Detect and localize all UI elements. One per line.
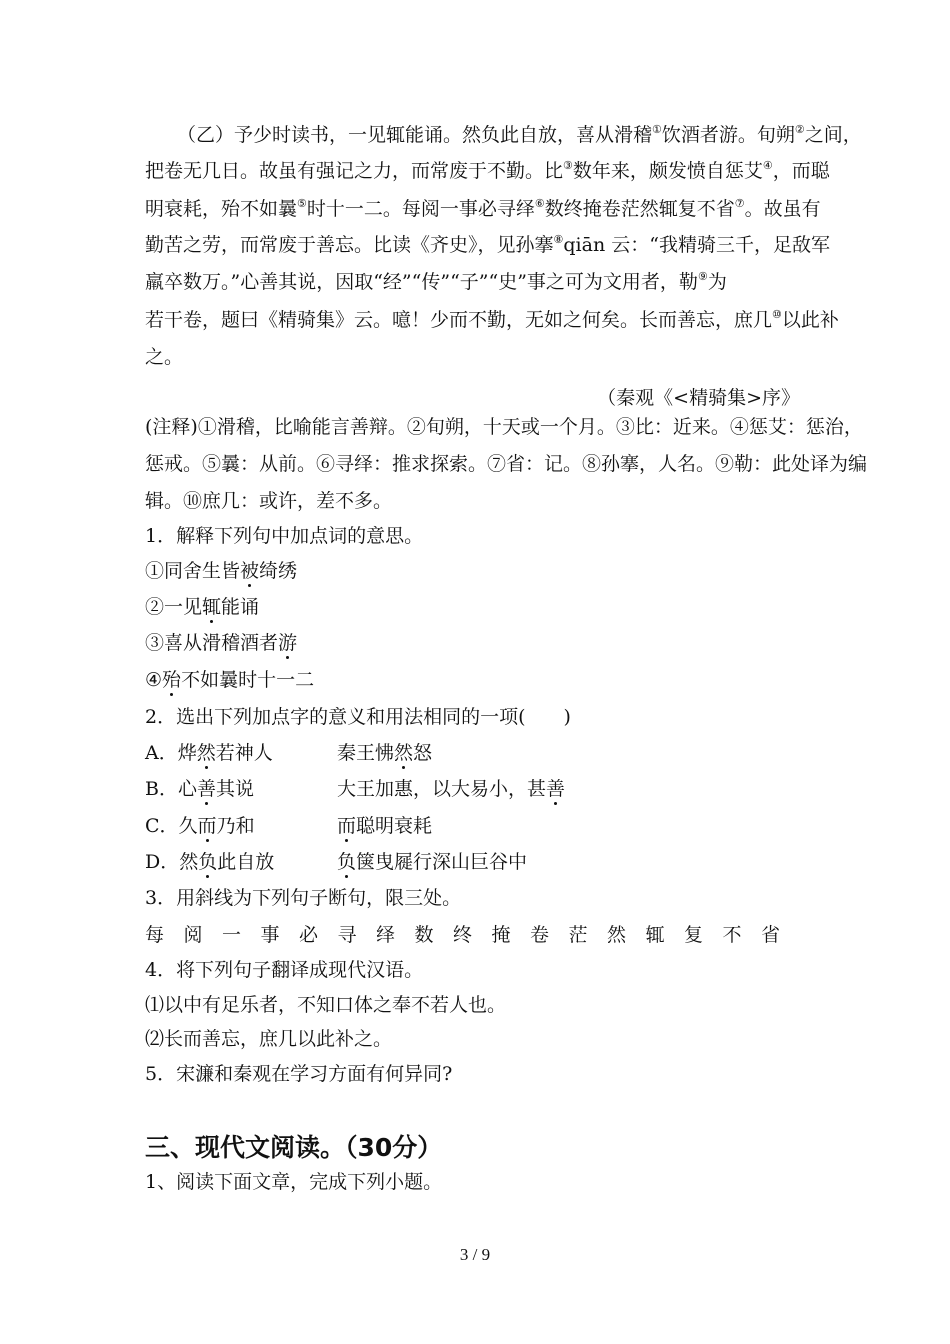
question-2-option-a: A．烨然若神人 秦王怫然怒: [145, 742, 433, 764]
section-heading: 三、现代文阅读。（30分）: [145, 1133, 443, 1162]
question-4-sentence-1: ⑴以中有足乐者，不知口体之奉不若人也。: [145, 994, 507, 1016]
notes-line: 惩戒。⑤曩：从前。⑥寻绎：推求探索。⑦省：记。⑧孙搴，人名。⑨勒：此处译为编: [145, 453, 868, 475]
passage-line: 羸卒数万。”心善其说，因取“经”“传”“子”“史”事之可为文用者，勒⑨为: [145, 270, 727, 293]
question-2-option-d: D．然负此自放 负箧曳屣行深山巨谷中: [145, 851, 528, 873]
question-2-stem: 2．选出下列加点字的意义和用法相同的一项( ): [145, 706, 571, 728]
passage-line: 若干卷，题曰《精骑集》云。噫！少而不勤，无如之何矣。长而善忘，庶几⑩以此补: [145, 308, 839, 331]
passage-source: （秦观《<精骑集>序》: [597, 387, 800, 409]
passage-line: 勤苦之劳，而常废于善忘。比读《齐史》，见孙搴⑧qiān 云：“我精骑三千，足敌军: [145, 233, 830, 256]
passage-line: 把卷无几日。故虽有强记之力，而常废于不勤。比③数年来，颇发愤自惩艾④，而聪: [145, 159, 830, 182]
question-5-stem: 5．宋濂和秦观在学习方面有何异同?: [145, 1063, 453, 1085]
question-3-sentence: 每 阅 一 事 必 寻 绎 数 终 掩 卷 茫 然 辄 复 不 省: [145, 924, 781, 946]
notes-line: (注释)①滑稽，比喻能言善辩。②旬朔，十天或一个月。③比：近来。④惩艾：惩治，: [145, 416, 863, 438]
section-instruction: 1、阅读下面文章，完成下列小题。: [145, 1171, 443, 1193]
question-2-option-c: C．久而乃和 而聪明衰耗: [145, 815, 433, 837]
question-4-stem: 4．将下列句子翻译成现代汉语。: [145, 959, 424, 981]
notes-line: 辑。⑩庶几：或许，差不多。: [145, 490, 393, 512]
question-1-item-c: ③喜从滑稽酒者游: [145, 632, 298, 654]
question-4-sentence-2: ⑵长而善忘，庶几以此补之。: [145, 1028, 393, 1050]
passage-line: 之。: [145, 346, 184, 368]
passage-line: 明衰耗，殆不如曩⑤时十一二。每阅一事必寻绎⑥数终掩卷茫然辄复不省⑦。故虽有: [145, 197, 821, 220]
question-1-item-b: ②一见辄能诵: [145, 596, 260, 618]
question-1-item-a: ①同舍生皆被绮绣: [145, 560, 298, 582]
question-2-option-b: B．心善其说 大王加惠，以大易小，甚善: [145, 778, 566, 800]
question-1-stem: 1．解释下列句中加点词的意思。: [145, 525, 424, 547]
question-3-stem: 3．用斜线为下列句子断句，限三处。: [145, 887, 462, 909]
passage-line: （乙）予少时读书，一见辄能诵。然负此自放，喜从滑稽①饮酒者游。旬朔②之间，: [177, 123, 862, 146]
question-1-item-d: ④殆不如曩时十一二: [145, 669, 315, 691]
page-number: 3 / 9: [459, 1245, 491, 1264]
